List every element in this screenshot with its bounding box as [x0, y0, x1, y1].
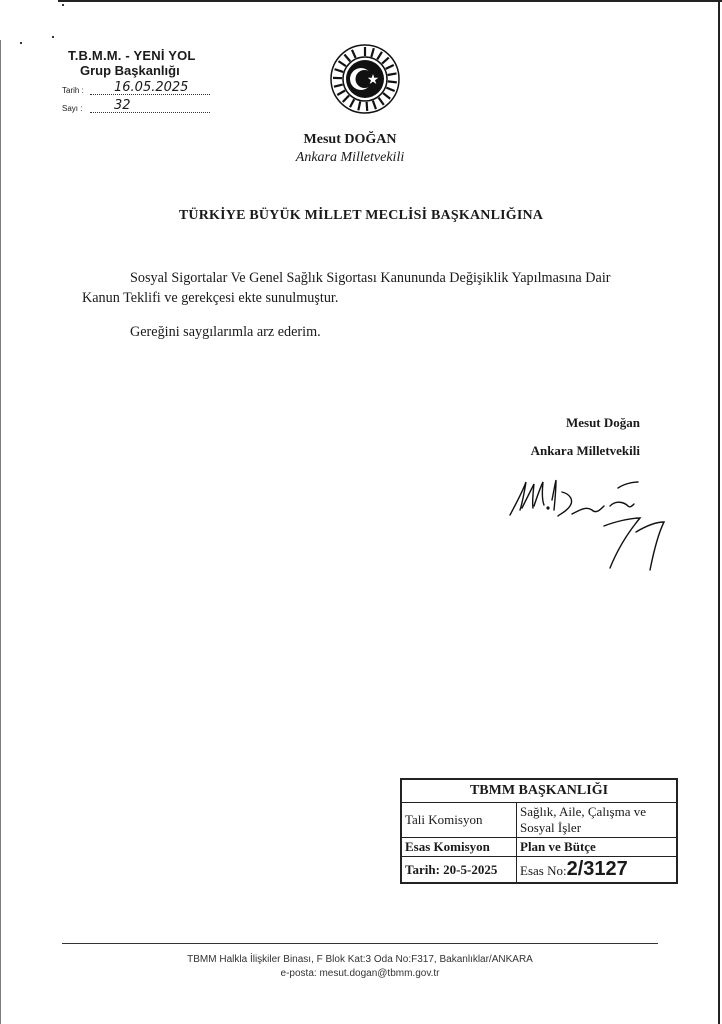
scan-speck [20, 42, 22, 44]
stamp-number-row [62, 98, 210, 113]
registry-date: Tarih: 20-5-2025 [401, 857, 517, 884]
footer-divider [62, 943, 658, 944]
tbmm-emblem-icon [330, 44, 400, 114]
table-row [401, 838, 677, 857]
stamp-number-value: 32 [114, 98, 131, 113]
scan-speck [62, 4, 64, 6]
stamp-line2: Grup Başkanlığı [80, 63, 180, 78]
footer-email: e-posta: mesut.dogan@tbmm.gov.tr [280, 968, 440, 979]
scan-border-left [0, 40, 1, 1024]
sender-title: Ankara Milletvekili [295, 150, 405, 165]
registry-esas-label: Esas No: [520, 863, 567, 878]
stamp-date-label: Tarih : [62, 86, 84, 95]
sender-header [250, 132, 450, 166]
registry-row-value: Sağlık, Aile, Çalışma ve Sosyal İşler [517, 803, 678, 838]
registry-table [400, 778, 678, 884]
registry-row-value: Plan ve Bütçe [517, 838, 678, 857]
addressee-heading: TÜRKİYE BÜYÜK MİLLET MECLİSİ BAŞKANLIĞINA [178, 208, 544, 223]
group-stamp [62, 48, 222, 120]
scan-border-top [58, 0, 722, 2]
stamp-number-label: Sayı : [62, 104, 83, 113]
signatory-title: Ankara Milletvekili [530, 443, 640, 458]
footer [62, 953, 658, 981]
registry-esas-value: 2/3127 [566, 858, 628, 880]
body-paragraph-2: Gereğini saygılarımla arz ederim. [130, 324, 321, 340]
table-row [401, 803, 677, 838]
table-row [401, 857, 677, 884]
stamp-line1: T.B.M.M. - YENİ YOL [68, 48, 196, 63]
registry-header: TBMM BAŞKANLIĞI [401, 779, 677, 803]
signatory-name: Mesut Doğan [565, 415, 640, 430]
registry-row-label: Esas Komisyon [401, 838, 517, 857]
scan-speck [52, 36, 54, 38]
stamp-date-value: 16.05.2025 [114, 80, 189, 95]
sender-name: Mesut DOĞAN [303, 132, 397, 147]
body-paragraph-1: Sosyal Sigortalar Ve Genel Sağlık Sigortası Kanununda Değişiklik Yapılmasına Dair Kanun Teklifi ve gerekçesi ekte sunulmuştur. [82, 270, 611, 306]
registry-row-label: Tali Komisyon [401, 803, 517, 838]
footer-address: TBMM Halkla İlişkiler Binası, F Blok Kat:3 Oda No:F317, Bakanlıklar/ANKARA [187, 954, 533, 965]
scan-border-right [718, 0, 720, 1024]
registry-esas-number [517, 857, 678, 884]
handwritten-signature [500, 470, 670, 580]
stamp-date-row [62, 80, 210, 95]
